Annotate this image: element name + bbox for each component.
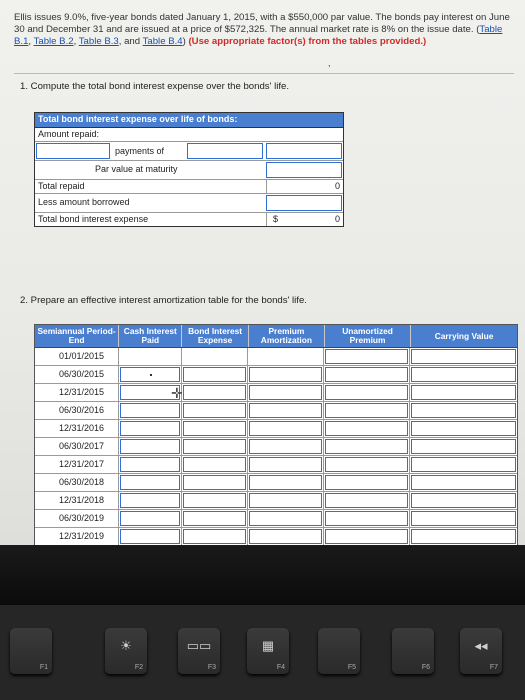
payments-count-input[interactable]: [36, 143, 110, 159]
amortization-input[interactable]: [325, 511, 408, 526]
amortization-input[interactable]: [411, 385, 516, 400]
payment-amount-input[interactable]: [187, 143, 263, 159]
amortization-cell: [248, 402, 324, 419]
question-1: 1. Compute the total bond interest expense over the bonds' life.: [20, 81, 290, 92]
link-table-b4[interactable]: Table B.4: [142, 36, 183, 47]
amortization-input[interactable]: [411, 421, 516, 436]
amount-borrowed-input[interactable]: [266, 195, 342, 211]
cursor-dot: [150, 374, 152, 376]
amortization-input[interactable]: [183, 475, 246, 490]
header-carrying-value: Carrying Value: [434, 330, 494, 341]
amortization-input[interactable]: [249, 511, 322, 526]
amortization-input[interactable]: [183, 493, 246, 508]
table-row: [35, 420, 517, 438]
table1-row: [35, 194, 343, 213]
separator: ): [182, 36, 189, 47]
hint-text: (Use appropriate factor(s) from the tables provided.): [188, 36, 427, 47]
amortization-input[interactable]: [249, 457, 322, 472]
amortization-cell: [182, 384, 248, 401]
amortization-input[interactable]: [249, 529, 322, 544]
amortization-input[interactable]: [325, 421, 408, 436]
amortization-input[interactable]: [249, 403, 322, 418]
par-value-input[interactable]: [266, 162, 342, 178]
amortization-cell: [119, 492, 182, 509]
amortization-input[interactable]: [325, 529, 408, 544]
amortization-cell: [119, 510, 182, 527]
period-date: 06/30/2019: [35, 510, 119, 527]
cursor-mark: ,: [328, 58, 331, 68]
function-key[interactable]: [247, 628, 289, 674]
amortization-input[interactable]: [325, 457, 408, 472]
table-row: [35, 384, 517, 402]
amortization-input[interactable]: [411, 403, 516, 418]
period-date: 12/31/2016: [35, 420, 119, 437]
total-repaid-value: 0: [334, 181, 340, 191]
amortization-input[interactable]: [183, 385, 246, 400]
amortization-cell: [182, 528, 248, 545]
amortization-input[interactable]: [183, 529, 246, 544]
amortization-input[interactable]: [411, 529, 516, 544]
amortization-input[interactable]: [249, 439, 322, 454]
amortization-cell: [410, 474, 517, 491]
amortization-input[interactable]: [249, 385, 322, 400]
function-key[interactable]: [105, 628, 147, 674]
key-glyph-icon: ☀: [120, 638, 132, 653]
amortization-cell: [248, 528, 324, 545]
amortization-input[interactable]: [183, 367, 246, 382]
function-key[interactable]: [178, 628, 220, 674]
table-row: [35, 492, 517, 510]
amortization-input[interactable]: [411, 493, 516, 508]
amortization-cell: [119, 438, 182, 455]
key-label: F2: [134, 664, 143, 671]
function-key[interactable]: [10, 628, 52, 674]
amortization-input[interactable]: [411, 349, 516, 364]
period-date: 06/30/2016: [35, 402, 119, 419]
amortization-input[interactable]: [325, 403, 408, 418]
payments-total-input[interactable]: [266, 143, 342, 159]
header-period-end: Semiannual Period-End: [35, 325, 119, 347]
amortization-input[interactable]: [249, 493, 322, 508]
amortization-input[interactable]: [120, 403, 180, 418]
amortization-cell: [182, 474, 248, 491]
amortization-input[interactable]: [411, 475, 516, 490]
amortization-cell: [119, 348, 182, 365]
amortization-input[interactable]: [120, 439, 180, 454]
function-key[interactable]: [318, 628, 360, 674]
amortization-input[interactable]: [249, 475, 322, 490]
amortization-input[interactable]: [183, 457, 246, 472]
function-key[interactable]: [392, 628, 434, 674]
amortization-cell: [324, 456, 410, 473]
link-table-b1[interactable]: Table B.1: [14, 24, 503, 47]
amortization-cell: [182, 438, 248, 455]
amortization-cell: [410, 402, 517, 419]
amortization-input[interactable]: [325, 493, 408, 508]
header-premium-amortization: Premium Amortization: [249, 325, 325, 347]
amortization-cell: [248, 456, 324, 473]
amortization-cell: [410, 420, 517, 437]
amortization-input[interactable]: [120, 475, 180, 490]
table1-row: [35, 128, 343, 142]
divider: [14, 73, 514, 74]
period-date: 12/31/2017: [35, 456, 119, 473]
amortization-input[interactable]: [411, 457, 516, 472]
header-unamortized-premium: Unamortized Premium: [325, 325, 411, 347]
amortization-cell: [248, 348, 324, 365]
amortization-cell: [324, 474, 410, 491]
period-date: 06/30/2018: [35, 474, 119, 491]
key-label: F7: [489, 664, 498, 671]
amortization-cell: [248, 384, 324, 401]
par-value-label: Par value at maturity: [95, 164, 178, 174]
function-key[interactable]: [460, 628, 502, 674]
amortization-input[interactable]: [411, 367, 516, 382]
key-label: F1: [39, 664, 48, 671]
period-date: 06/30/2017: [35, 438, 119, 455]
problem-text: Ellis issues 9.0%, five-year bonds dated January 1, 2015, with a $550,000 par value. The bonds pay interest on June 30 and December 31 and are issued at a price of $572,325. The annual market rate is 8% on the issue date. (: [14, 12, 510, 35]
amortization-cell: [324, 366, 410, 383]
laptop-bezel: [0, 545, 525, 605]
key-glyph-icon: ▦: [261, 638, 275, 653]
amortization-input[interactable]: [120, 457, 180, 472]
table1-header: Total bond interest expense over life of bonds:: [35, 113, 343, 128]
separator: ,: [28, 36, 34, 47]
key-label: F3: [207, 664, 216, 671]
period-date: 12/31/2018: [35, 492, 119, 509]
table1-row: [35, 161, 343, 180]
separator: ,: [73, 36, 79, 47]
amortization-cell: [324, 348, 410, 365]
less-borrowed-label: Less amount borrowed: [38, 197, 130, 207]
amortization-input[interactable]: [325, 367, 408, 382]
amortization-cell: [410, 348, 517, 365]
amortization-cell: [182, 492, 248, 509]
amortization-input[interactable]: [325, 349, 408, 364]
crosshair-cursor-icon: ✛: [171, 385, 183, 401]
amortization-cell: [119, 420, 182, 437]
table-row: [35, 474, 517, 492]
amortization-cell: [182, 348, 248, 365]
amortization-table: [34, 324, 518, 545]
amortization-input[interactable]: [120, 511, 180, 526]
header-bond-interest-expense: Bond Interest Expense: [182, 325, 248, 347]
link-table-b3[interactable]: Table B.3: [78, 36, 119, 47]
amortization-cell: [182, 402, 248, 419]
table-row: [35, 510, 517, 528]
amortization-cell: [410, 528, 517, 545]
amortization-cell: [410, 366, 517, 383]
table-row: [35, 438, 517, 456]
amortization-cell: [324, 438, 410, 455]
key-glyph-icon: ▭▭: [186, 638, 212, 653]
amortization-cell: [119, 402, 182, 419]
period-date: 12/31/2019: [35, 528, 119, 545]
table1-row: [35, 142, 343, 161]
amortization-cell: [324, 402, 410, 419]
amortization-input[interactable]: [411, 511, 516, 526]
period-date: 06/30/2015: [35, 366, 119, 383]
amortization-cell: [324, 510, 410, 527]
amortization-input[interactable]: [325, 439, 408, 454]
amortization-cell: [182, 366, 248, 383]
amortization-cell: [182, 420, 248, 437]
amortization-cell: [324, 420, 410, 437]
header-cash-interest: Cash Interest Paid: [119, 325, 182, 347]
amortization-cell: [324, 528, 410, 545]
amortization-input[interactable]: [120, 529, 180, 544]
amortization-cell: [248, 420, 324, 437]
total-repaid-label: Total repaid: [38, 181, 85, 191]
table1-row: [35, 213, 343, 226]
amortization-cell: [182, 510, 248, 527]
amortization-cell: [248, 366, 324, 383]
separator: , and: [118, 36, 143, 47]
key-label: F6: [421, 664, 430, 671]
interest-expense-table: [34, 112, 344, 227]
link-table-b2[interactable]: Table B.2: [33, 36, 74, 47]
table-row: [35, 348, 517, 366]
amortization-cell: [248, 510, 324, 527]
amortization-input[interactable]: [120, 493, 180, 508]
dollar-sign: $: [273, 214, 279, 224]
table-row: [35, 456, 517, 474]
total-expense-value: 0: [334, 214, 340, 224]
amortization-input[interactable]: [325, 385, 408, 400]
amortization-cell: [410, 456, 517, 473]
total-repaid-cell: [266, 180, 343, 193]
amortization-cell: [248, 438, 324, 455]
problem-statement: [14, 12, 510, 48]
amortization-cell: [119, 474, 182, 491]
amortization-input[interactable]: [120, 421, 180, 436]
payments-of-label: payments of: [115, 146, 165, 156]
amortization-cell: [410, 384, 517, 401]
table-row: [35, 402, 517, 420]
key-label: F5: [347, 664, 356, 671]
amortization-cell: [410, 510, 517, 527]
amortization-cell: [410, 492, 517, 509]
amortization-input[interactable]: [183, 403, 246, 418]
amortization-cell: [119, 456, 182, 473]
amortization-header-row: [35, 325, 517, 348]
amortization-cell: [248, 492, 324, 509]
amount-repaid-label: Amount repaid:: [38, 129, 100, 139]
amortization-cell: [410, 438, 517, 455]
amortization-cell: [119, 528, 182, 545]
period-date: 12/31/2015: [35, 384, 119, 401]
key-glyph-icon: ◂◂: [474, 638, 488, 653]
amortization-cell: [324, 384, 410, 401]
total-expense-label: Total bond interest expense: [38, 214, 149, 224]
amortization-input[interactable]: [183, 511, 246, 526]
amortization-input[interactable]: [325, 475, 408, 490]
amortization-input[interactable]: [249, 367, 322, 382]
table-row: [35, 366, 517, 384]
key-label: F4: [276, 664, 285, 671]
amortization-cell: [182, 456, 248, 473]
table1-row: [35, 180, 343, 194]
period-date: 01/01/2015: [35, 348, 119, 365]
amortization-input[interactable]: [249, 421, 322, 436]
amortization-input[interactable]: [411, 439, 516, 454]
total-expense-cell: [266, 213, 343, 226]
amortization-input[interactable]: [183, 421, 246, 436]
question-2: 2. Prepare an effective interest amortization table for the bonds' life.: [20, 295, 307, 306]
amortization-cell: [248, 474, 324, 491]
table-row: [35, 528, 517, 545]
amortization-input[interactable]: [183, 439, 246, 454]
amortization-cell: [324, 492, 410, 509]
